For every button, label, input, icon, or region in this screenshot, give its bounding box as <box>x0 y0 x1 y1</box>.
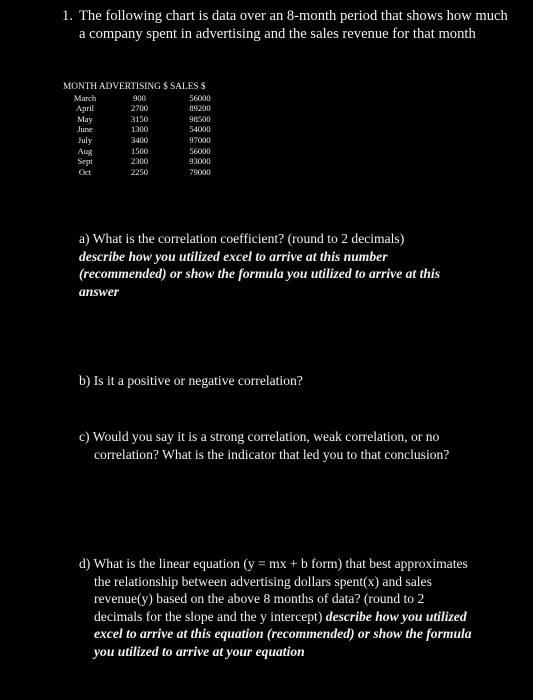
sales-cell: 98500 <box>189 113 211 124</box>
advertising-cell: 900 <box>133 92 146 103</box>
question-1 <box>62 8 509 43</box>
question-1-text: The following chart is data over an 8-month period that shows how much a company spent in advertising and the sales revenue for that month <box>79 8 508 42</box>
month-cell: Sept <box>77 156 93 167</box>
table-row <box>63 146 228 157</box>
advertising-cell: 2250 <box>131 166 148 177</box>
sales-cell: 93000 <box>189 156 211 167</box>
part-c <box>79 428 474 463</box>
sales-cell: 56000 <box>189 145 211 156</box>
part-b <box>79 372 474 390</box>
month-cell: March <box>73 92 97 103</box>
part-a <box>79 230 474 300</box>
table-header-row <box>63 82 228 93</box>
advertising-cell: 1300 <box>131 124 148 135</box>
table-header: MONTH ADVERTISING $ SALES $ <box>63 82 206 92</box>
table-body <box>63 93 228 178</box>
sales-cell: 89200 <box>189 103 211 114</box>
question-number: 1. <box>62 8 73 24</box>
table-row <box>63 156 228 167</box>
part-d-instruction: describe how you utilized excel to arrive at this equation (recommended) or show the formula you utilized to arrive at your equation <box>94 608 472 659</box>
table-row <box>63 124 228 135</box>
table-row <box>63 103 228 114</box>
advertising-cell: 2700 <box>131 103 148 114</box>
month-cell: April <box>76 103 94 114</box>
part-a-instruction: describe how you utilized excel to arrive at this number (recommended) or show the formula you utilized to arrive at this answer <box>79 248 441 299</box>
advertising-cell: 3150 <box>131 113 148 124</box>
sales-cell: 54000 <box>189 124 211 135</box>
advertising-cell: 1500 <box>131 145 148 156</box>
data-table <box>63 82 228 177</box>
part-a-question: a) What is the correlation coefficient? (round to 2 decimals) <box>79 231 405 246</box>
part-d-text: d) What is the linear equation (y = mx + b form) that best approximates the relationship between advertising dollars spent(x) and sales revenue(y) based on the above 8 months of data? (round to 2 decimals for the slope and the y intercept) <box>79 556 468 624</box>
month-cell: May <box>77 113 93 124</box>
part-d <box>79 555 474 661</box>
part-b-question: b) Is it a positive or negative correlation? <box>79 373 303 388</box>
month-cell: July <box>77 134 93 145</box>
part-c-question: c) Would you say it is a strong correlation, weak correlation, or no correlation? What is the indicator that led you to that conclusion? <box>79 429 450 462</box>
table-row <box>63 114 228 125</box>
month-cell: June <box>77 124 93 135</box>
part-d-question <box>79 555 474 661</box>
advertising-cell: 3400 <box>131 134 148 145</box>
table-row <box>63 135 228 146</box>
table-row <box>63 167 228 178</box>
advertising-cell: 2300 <box>131 156 148 167</box>
table-row <box>63 93 228 104</box>
sales-cell: 79000 <box>189 166 211 177</box>
month-cell: Oct <box>78 166 92 177</box>
month-cell: Aug <box>77 145 93 156</box>
sales-cell: 97000 <box>189 134 211 145</box>
sales-cell: 56000 <box>189 92 211 103</box>
